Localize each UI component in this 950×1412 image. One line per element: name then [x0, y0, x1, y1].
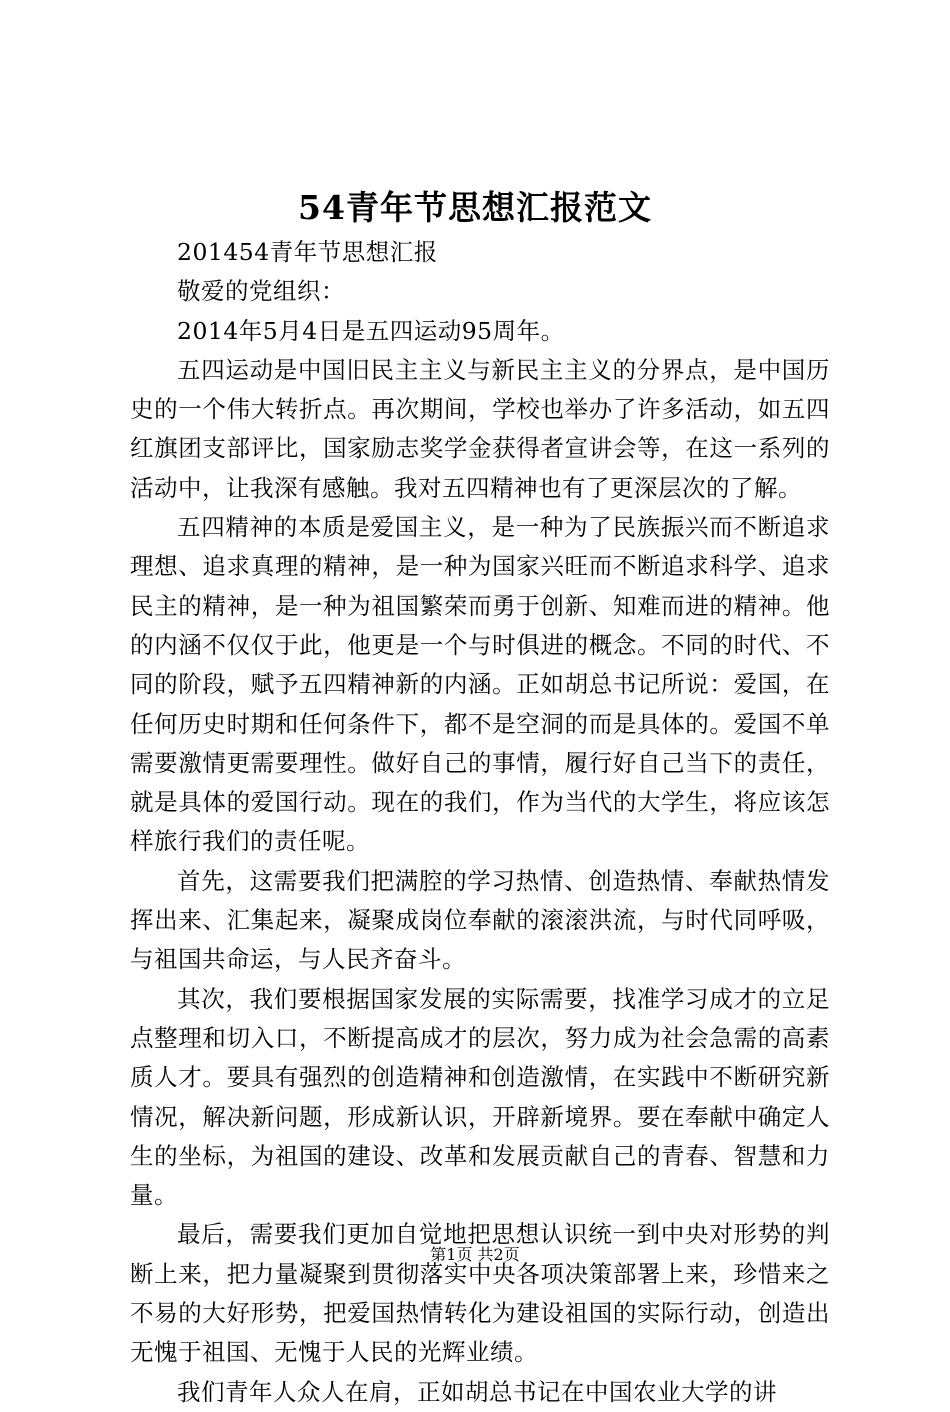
paragraph-body: 五四精神的本质是爱国主义，是一种为了民族振兴而不断追求理想、追求真理的精神，是一种为国家兴旺而不断追求科学、追求民主的精神，是一种为祖国繁荣而勇于创新、知难而进的精神。他的内涵不仅仅于此，他更是一个与时俱进的概念。不同的时代、不同的阶段，赋予五四精神新的内涵。正如胡总书记所说：爱国，在任何历史时期和任何条件下，都不是空洞的而是具体的。爱国不单需要激情更需要理性。做好自己的事情，履行好自己当下的责任，就是具体的爱国行动。现在的我们，作为当代的大学生，将应该怎样旅行我们的责任呢。 [130, 513, 830, 856]
paragraph-date: 2014年5月4日是五四运动95周年。 [177, 316, 565, 345]
paragraph-salutation: 敬爱的党组织： [177, 277, 345, 306]
paragraph-body: 首先，这需要我们把满腔的学习热情、创造热情、奉献热情发挥出来、汇集起来，凝聚成岗位奉献的滚滚洪流，与时代同呼吸，与祖国共命运，与人民齐奋斗。 [130, 866, 830, 974]
document-body [130, 233, 830, 1412]
paragraph-body: 五四运动是中国旧民主主义与新民主主义的分界点，是中国历史的一个伟大转折点。再次期间，学校也举办了许多活动，如五四红旗团支部评比，国家励志奖学金获得者宣讲会等，在这一系列的活动中，让我深有感触。我对五四精神也有了更深层次的了解。 [130, 355, 830, 502]
page-footer: 第1页 共2页 [430, 1245, 520, 1264]
paragraph-subtitle: 201454青年节思想汇报 [177, 238, 438, 266]
paragraph-body: 我们青年人众人在肩，正如胡总书记在中国农业大学的讲 [177, 1377, 777, 1406]
paragraph-body: 最后，需要我们更加自觉地把思想认识统一到中央对形势的判断上来，把力量凝聚到贯彻落实中央各项决策部署上来，珍惜来之不易的大好形势，把爱国热情转化为建设祖国的实际行动，创造出无愧于祖国、无愧于人民的光辉业绩。 [130, 1220, 830, 1367]
document-title: 54青年节思想汇报范文 [298, 188, 652, 227]
paragraph-body: 其次，我们要根据国家发展的实际需要，找准学习成才的立足点整理和切入口，不断提高成才的层次，努力成为社会急需的高素质人才。要具有强烈的创造精神和创造激情，在实践中不断研究新情况，解决新问题，形成新认识，开辟新境界。要在奉献中确定人生的坐标，为祖国的建设、改革和发展贡献自己的青春、智慧和力量。 [130, 984, 830, 1210]
